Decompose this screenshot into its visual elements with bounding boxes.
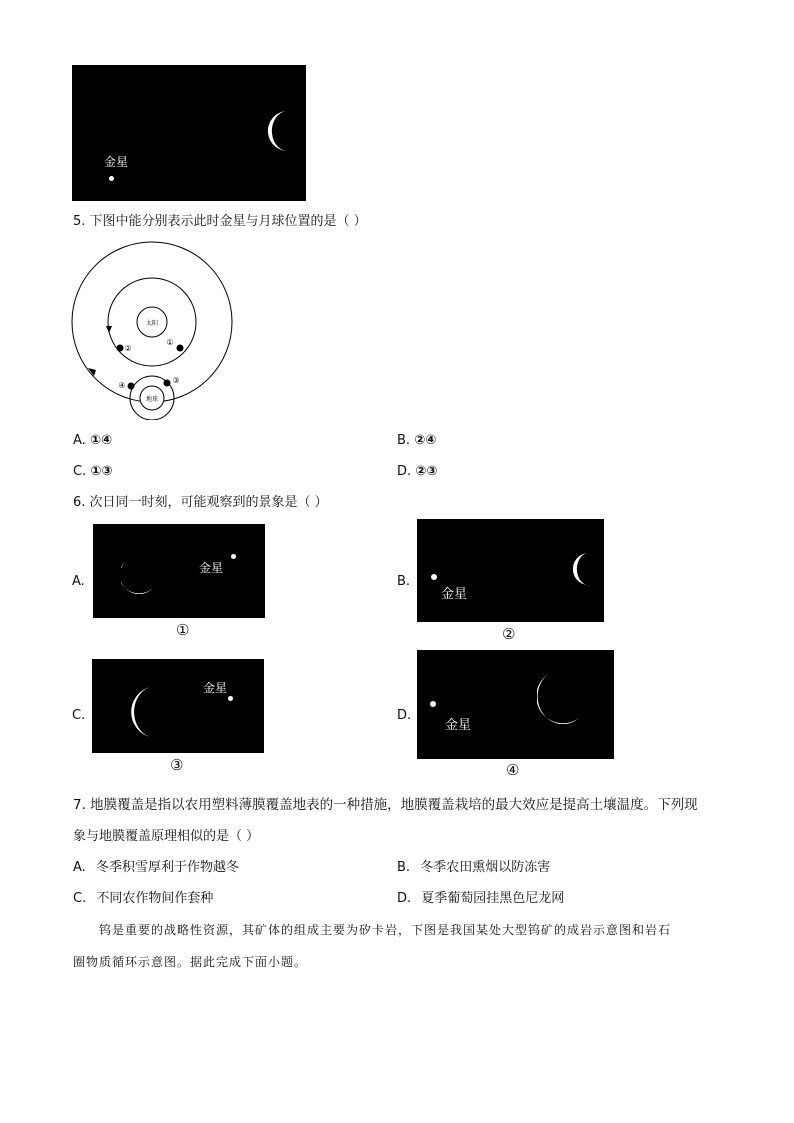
q6-stem: 6. 次日同一时刻，可能观察到的景象是（ ） bbox=[73, 495, 328, 510]
q6-option-a-sky[interactable] bbox=[93, 524, 265, 618]
q7-option-c-text: 不同农作物间作套种 bbox=[96, 891, 214, 906]
q6-option-a-caption: ① bbox=[176, 621, 190, 639]
q6-option-a-letter[interactable]: A. bbox=[72, 574, 85, 589]
q7-option-a-letter: A. bbox=[73, 860, 86, 875]
q5-option-c-value: ①③ bbox=[90, 464, 113, 479]
q6-option-d-letter[interactable]: D. bbox=[397, 708, 412, 723]
q7-option-c[interactable] bbox=[73, 890, 213, 908]
crescent-moon-icon bbox=[567, 549, 597, 589]
orbit-diagram bbox=[66, 240, 238, 420]
earth-label: 地球 bbox=[145, 396, 159, 403]
q7-option-b-letter: B. bbox=[397, 860, 411, 875]
venus-label: 金星 bbox=[199, 561, 224, 575]
venus-label: 金星 bbox=[441, 587, 468, 602]
q7-option-d-text: 夏季葡萄园挂黑色尼龙网 bbox=[421, 891, 565, 906]
q7-option-c-letter: C. bbox=[73, 891, 87, 906]
q5-option-b-letter: B. bbox=[397, 433, 411, 448]
q5-option-a[interactable] bbox=[73, 432, 112, 450]
q5-option-d-letter: D. bbox=[397, 464, 412, 479]
position-4-label: ④ bbox=[118, 381, 126, 390]
venus-dot bbox=[109, 176, 114, 181]
q6-option-c-sky[interactable] bbox=[92, 659, 264, 753]
q6-option-b-letter[interactable]: B. bbox=[397, 574, 411, 589]
venus-dot bbox=[231, 554, 236, 559]
q7-option-b[interactable] bbox=[397, 859, 550, 877]
position-4-dot bbox=[128, 383, 135, 390]
q6-option-d-sky[interactable] bbox=[417, 650, 614, 759]
position-3-label: ③ bbox=[172, 376, 180, 385]
q7-option-d-letter: D. bbox=[397, 891, 412, 906]
venus-dot bbox=[430, 701, 436, 707]
q5-option-c-letter: C. bbox=[73, 464, 87, 479]
venus-label: 金星 bbox=[104, 155, 129, 169]
q7-stem-line1: 7. 地膜覆盖是指以农用塑料薄膜覆盖地表的一种措施，地膜覆盖栽培的最大效应是提高土壤温度。下列现 bbox=[73, 797, 698, 813]
q5-option-a-letter: A. bbox=[73, 433, 86, 448]
q6-option-d-caption: ④ bbox=[506, 761, 520, 779]
q7-stem-line2: 象与地膜覆盖原理相似的是（ ） bbox=[73, 829, 260, 844]
position-1-label: ① bbox=[166, 338, 174, 347]
q5-option-d-value: ②③ bbox=[415, 464, 438, 479]
q5-option-d[interactable] bbox=[397, 463, 437, 481]
passage-line2: 圈物质循环示意图。据此完成下面小题。 bbox=[73, 955, 308, 969]
q5-option-c[interactable] bbox=[73, 463, 112, 481]
q6-option-b-sky[interactable] bbox=[417, 519, 604, 622]
q6-option-c-letter[interactable]: C. bbox=[72, 708, 86, 723]
q5-stem: 5. 下图中能分别表示此时金星与月球位置的是（ ） bbox=[73, 214, 367, 229]
q5-option-b[interactable] bbox=[397, 432, 436, 450]
sun-label: 太阳 bbox=[145, 320, 159, 327]
q6-option-b-caption: ② bbox=[502, 625, 516, 643]
venus-dot bbox=[228, 696, 233, 701]
crescent-moon-icon bbox=[126, 685, 156, 739]
venus-label: 金星 bbox=[203, 681, 228, 695]
q5-option-b-value: ②④ bbox=[414, 433, 437, 448]
q7-option-d[interactable] bbox=[397, 890, 564, 908]
venus-dot bbox=[431, 574, 437, 580]
q7-option-b-text: 冬季农田熏烟以防冻害 bbox=[420, 860, 551, 875]
top-sky-figure bbox=[72, 65, 306, 201]
position-1-dot bbox=[177, 345, 184, 352]
crescent-moon-icon bbox=[121, 558, 157, 594]
q7-option-a[interactable] bbox=[73, 859, 239, 877]
position-2-label: ② bbox=[124, 344, 132, 353]
half-moon-icon bbox=[537, 672, 583, 724]
position-2-dot bbox=[117, 345, 124, 352]
inner-orbit-arrow-icon bbox=[106, 326, 112, 333]
passage-line1: 钨是重要的战略性资源，其矿体的组成主要为矽卡岩，下图是我国某处大型钨矿的成岩示意图和岩石 bbox=[99, 923, 672, 937]
crescent-moon-icon bbox=[262, 105, 302, 157]
q7-option-a-text: 冬季积雪厚利于作物越冬 bbox=[95, 860, 239, 875]
q5-option-a-value: ①④ bbox=[89, 433, 112, 448]
position-3-dot bbox=[164, 380, 171, 387]
q6-option-c-caption: ③ bbox=[170, 756, 184, 774]
venus-label: 金星 bbox=[445, 718, 472, 733]
